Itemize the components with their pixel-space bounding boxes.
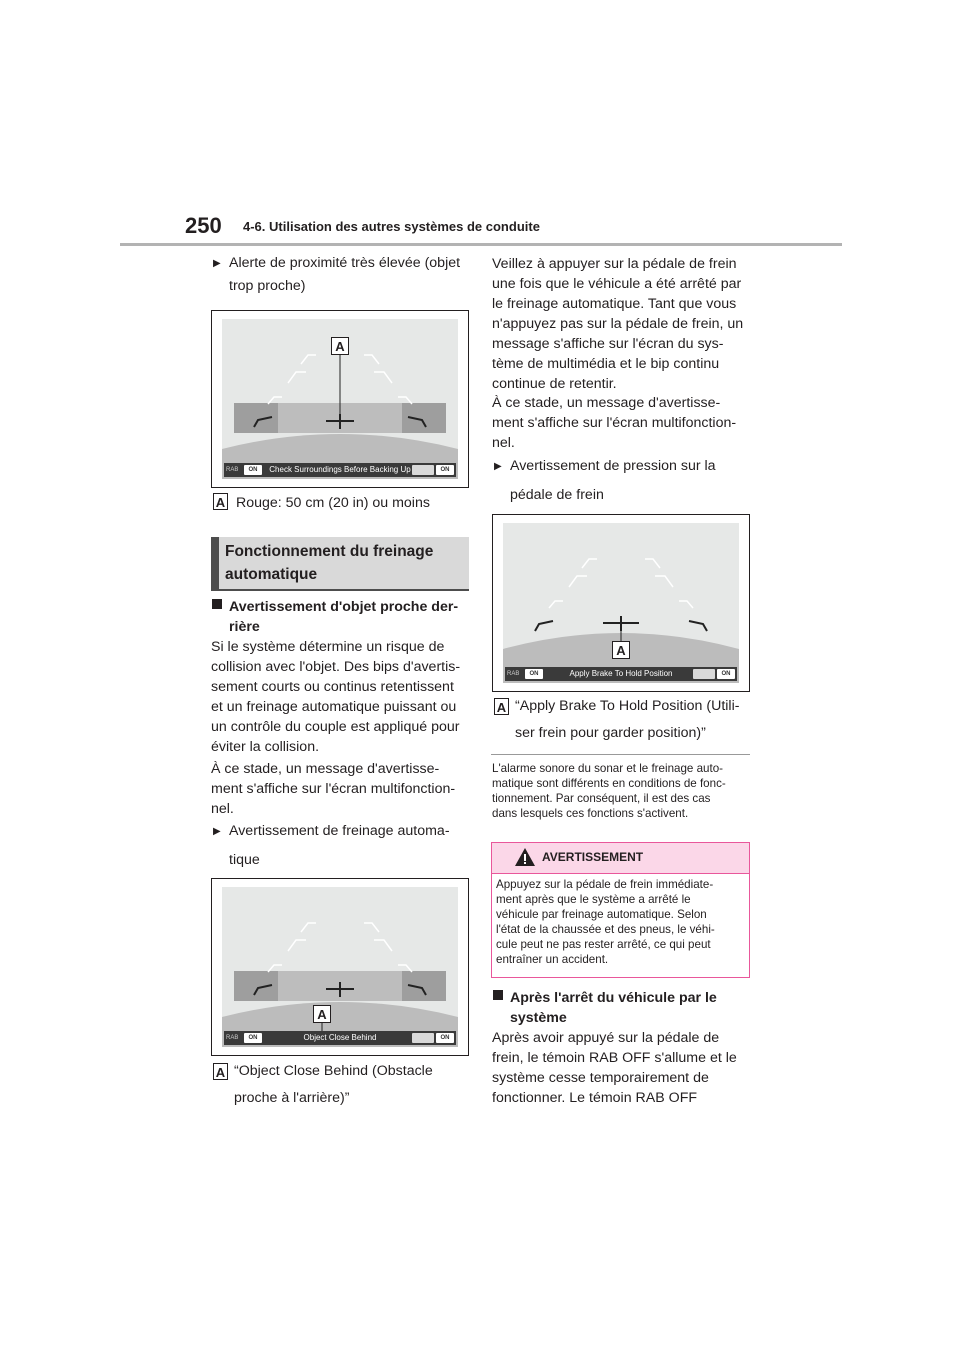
square-bullet-icon xyxy=(493,990,503,1000)
callout-a: A xyxy=(612,641,630,659)
paragraph-message: À ce stade, un message d'avertisse- ment s'affiche sur l'écran multifonction- nel. xyxy=(211,761,456,817)
figure-proximity-display xyxy=(211,310,469,488)
caption-object-close: A “Object Close Behind (Obstacle proche à l'arrière)” xyxy=(213,1060,471,1110)
triangle-bullet-icon: ▶ xyxy=(213,826,221,837)
note-sonar: L'alarme sonore du sonar et le freinage auto- matique sont différents en conditions de fonc- tionnement. Par conséquent, il est des cas dans lesquels ces fonctions s'activent. xyxy=(492,762,726,820)
bullet-proximity-alert: ▶ Alerte de proximité très élevée (objet trop proche) xyxy=(229,252,474,298)
triangle-bullet-icon: ▶ xyxy=(494,461,502,472)
warning-message: Object Close Behind xyxy=(303,1033,377,1042)
warning-title: AVERTISSEMENT xyxy=(542,850,644,864)
paragraph-collision: Si le système détermine un risque de collision avec l'objet. Des bips d'avertis- sement courts ou continus retentissent et un freinage automatique puissant ou un contrôle du couple est appliqué pour éviter la collision. xyxy=(211,639,461,755)
paragraph-rab-off: Après avoir appuyé sur la pédale de frein, le témoin RAB OFF s'allume et le système cesse temporairement de fonctionner. Le témoin RAB OFF xyxy=(492,1030,737,1106)
tag-a: A xyxy=(494,698,509,715)
parking-sensor-icon xyxy=(412,1033,434,1043)
warning-message: Apply Brake To Hold Position xyxy=(569,669,673,678)
section-title: 4-6. Utilisation des autres systèmes de conduite xyxy=(243,219,540,234)
status-bar: RAB ON Apply Brake To Hold Position ON xyxy=(505,667,737,681)
warning-text: Appuyez sur la pédale de frein immédiate- ment après que le système a arrêté le véhicule par freinage automatique. Selon l'état de la chaussée et des pneus, le véhi- cule peut ne pas rester arrêté, ce qui peut entraîner un accident. xyxy=(496,878,715,966)
section-heading-box xyxy=(211,537,469,589)
paragraph-message-2: À ce stade, un message d'avertisse- ment s'affiche sur l'écran multifonction- nel. xyxy=(492,395,737,451)
subheading-object-close: Avertissement d'objet proche der- rière xyxy=(229,597,458,637)
figure-object-close-display xyxy=(211,878,469,1056)
tag-a: A xyxy=(213,1063,228,1080)
figure-apply-brake-display xyxy=(492,514,750,692)
screen-image xyxy=(222,319,458,479)
bullet-brake-pressure: ▶ Avertissement de pression sur la pédale de frein xyxy=(510,455,755,507)
section-heading: Fonctionnement du freinage automatique xyxy=(225,543,434,583)
header-divider xyxy=(120,243,842,246)
tag-a: A xyxy=(213,493,228,510)
parking-sensor-icon xyxy=(412,465,434,475)
square-bullet-icon xyxy=(212,599,222,609)
page-number: 250 xyxy=(185,213,222,238)
paragraph-press-brake: Veillez à appuyer sur la pédale de frein une fois que le véhicule a été arrêté par le freinage automatique. Tant que vous n'appuyez pas sur la pédale de frein, un message s'affiche sur l'écran du sys- tème de multimédia et le bip continu continue de retentir. xyxy=(492,256,744,392)
parking-sensor-icon xyxy=(693,669,715,679)
warning-header xyxy=(492,843,749,874)
subheading-after-stop: Après l'arrêt du véhicule par le système xyxy=(510,988,717,1028)
triangle-bullet-icon: ▶ xyxy=(213,258,221,269)
warning-message: Check Surroundings Before Backing Up xyxy=(269,465,411,474)
screen-image xyxy=(503,523,739,683)
sonar-guides-graphic xyxy=(222,887,458,1047)
status-bar: RAB ON Check Surroundings Before Backing Up ON xyxy=(224,463,456,477)
callout-a: A xyxy=(331,337,349,355)
warning-triangle-icon xyxy=(514,847,536,867)
screen-image xyxy=(222,887,458,1047)
status-bar: RAB ON Object Close Behind ON xyxy=(224,1031,456,1045)
note-divider xyxy=(491,754,750,755)
caption-red-distance: A Rouge: 50 cm (20 in) ou moins xyxy=(213,493,430,513)
bullet-auto-brake: ▶ Avertissement de freinage automa- tique xyxy=(229,820,474,872)
caption-apply-brake: A “Apply Brake To Hold Position (Utili- ser frein pour garder position)” xyxy=(494,695,752,745)
callout-a: A xyxy=(313,1005,331,1023)
warning-box xyxy=(491,842,750,978)
